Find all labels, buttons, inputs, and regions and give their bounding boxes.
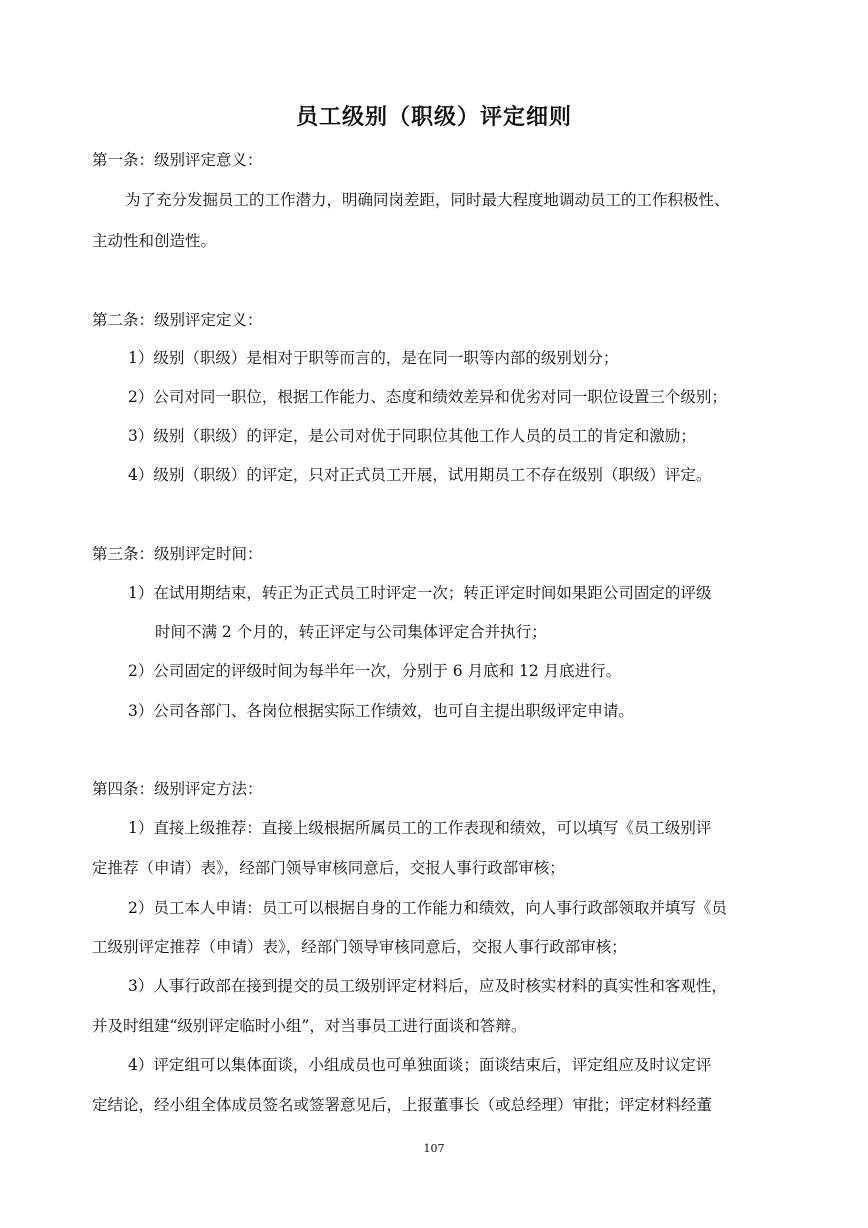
section-4-item-2: 2）员工本人申请：员工可以根据自身的工作能力和绩效，向人事行政部领取并填写《员 [128, 899, 727, 917]
section-3-item-1: 1）在试用期结束，转正为正式员工时评定一次；转正评定时间如果距公司固定的评级 [128, 584, 712, 602]
section-4-item-4: 4）评定组可以集体面谈，小组成员也可单独面谈；面谈结束后，评定组应及时议定评 [128, 1056, 712, 1074]
section-4-item-1: 1）直接上级推荐：直接上级根据所属员工的工作表现和绩效，可以填写《员工级别评 [128, 819, 712, 837]
section-4-item-1-continued: 定推荐（申请）表》，经部门领导审核同意后，交报人事行政部审核； [92, 859, 565, 877]
section-4-item-4-continued: 定结论，经小组全体成员签名或签署意见后，上报董事长（或总经理）审批；评定材料经董 [92, 1096, 713, 1114]
section-2-item-3: 3）级别（职级）的评定，是公司对优于同职位其他工作人员的员工的肯定和激励； [128, 427, 696, 445]
section-3-item-2: 2）公司固定的评级时间为每半年一次，分别于 6 月底和 12 月底进行。 [128, 662, 622, 680]
section-2-item-1: 1）级别（职级）是相对于职等而言的，是在同一职等内部的级别划分； [128, 349, 619, 367]
section-4-item-3-continued: 并及时组建“级别评定临时小组”，对当事员工进行面谈和答辩。 [92, 1017, 527, 1035]
section-2-item-4: 4）级别（职级）的评定，只对正式员工开展，试用期员工不存在级别（职级）评定。 [128, 466, 712, 484]
section-3-item-3: 3）公司各部门、各岗位根据实际工作绩效，也可自主提出职级评定申请。 [128, 702, 634, 720]
section-3-heading: 第三条：级别评定时间： [92, 545, 263, 563]
section-2-heading: 第二条：级别评定定义： [92, 311, 263, 329]
page-number: 107 [423, 1142, 445, 1155]
section-1-heading: 第一条：级别评定意义： [92, 151, 263, 169]
section-1-paragraph-line-1: 为了充分发掘员工的工作潜力，明确同岗差距，同时最大程度地调动员工的工作积极性、 [125, 191, 730, 209]
section-2-item-2: 2）公司对同一职位，根据工作能力、态度和绩效差异和优劣对同一职位设置三个级别； [128, 388, 727, 406]
document-title: 员工级别（职级）评定细则 [295, 104, 572, 130]
section-4-item-3: 3）人事行政部在接到提交的员工级别评定材料后，应及时核实材料的真实性和客观性， [128, 977, 727, 995]
section-3-item-1-continued: 时间不满 2 个月的，转正评定与公司集体评定合并执行； [155, 623, 547, 641]
section-1-paragraph-line-2: 主动性和创造性。 [92, 232, 217, 250]
section-4-item-2-continued: 工级别评定推荐（申请）表》，经部门领导审核同意后，交报人事行政部审核； [92, 938, 627, 956]
section-4-heading: 第四条：级别评定方法： [92, 780, 263, 798]
